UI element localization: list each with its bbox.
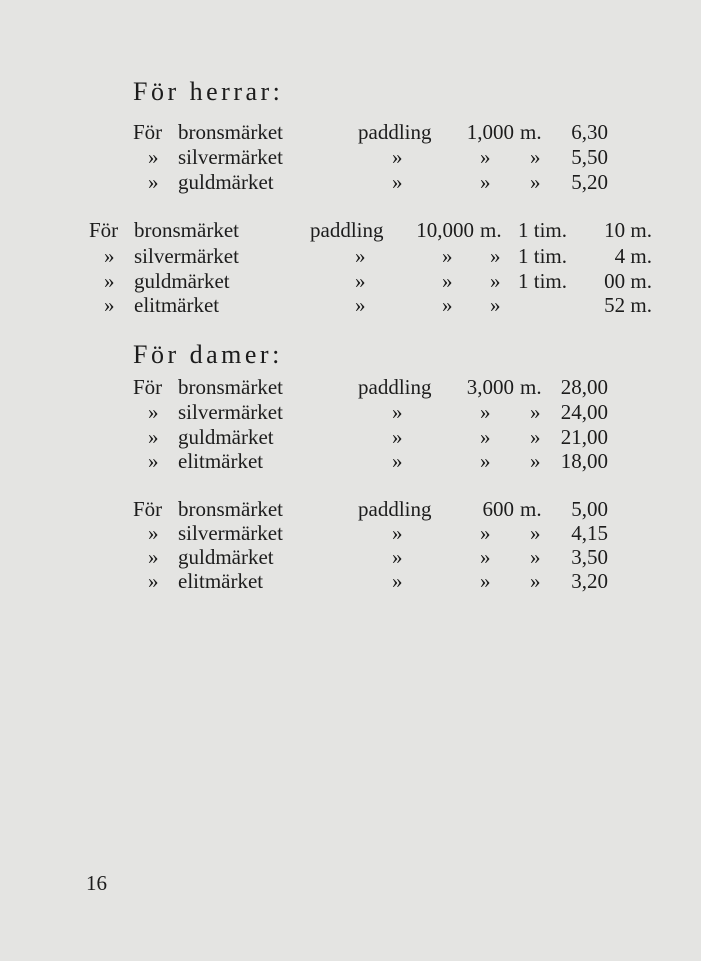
distance-unit: m. — [520, 120, 542, 144]
table-row — [0, 425, 701, 450]
row-prefix: » — [148, 545, 159, 569]
time-minutes: 10 m. — [604, 218, 652, 242]
table-row — [0, 497, 701, 522]
event-label: paddling — [358, 375, 432, 399]
badge-name: silvermärket — [134, 244, 239, 268]
ditto-mark: » — [480, 170, 491, 194]
result-value: 28,00 — [560, 375, 608, 399]
ditto-mark: » — [480, 545, 491, 569]
row-prefix: » — [104, 244, 115, 268]
ditto-mark: » — [480, 569, 491, 593]
badge-name: bronsmärket — [178, 497, 283, 521]
table-row — [0, 269, 701, 294]
badge-name: silvermärket — [178, 521, 283, 545]
ditto-mark: » — [442, 244, 453, 268]
row-prefix: » — [148, 569, 159, 593]
badge-name: elitmärket — [178, 569, 264, 593]
result-value: 6,30 — [571, 120, 608, 144]
event-label: paddling — [310, 218, 384, 242]
event-label: paddling — [358, 120, 432, 144]
distance-value: 600 — [482, 497, 514, 521]
ditto-mark: » — [355, 244, 366, 268]
result-value: 5,00 — [571, 497, 608, 521]
time-minutes: 00 m. — [604, 269, 652, 293]
distance-unit: m. — [520, 497, 542, 521]
ditto-mark: » — [392, 521, 403, 545]
ditto-mark: » — [480, 400, 491, 424]
row-prefix: » — [148, 425, 159, 449]
ditto-mark: » — [530, 170, 541, 194]
ditto-mark: » — [392, 545, 403, 569]
distance-unit: m. — [480, 218, 502, 242]
time-minutes: 4 m. — [614, 244, 652, 268]
row-prefix: För — [89, 218, 119, 242]
ditto-mark: » — [480, 145, 491, 169]
table-row — [0, 145, 701, 170]
row-prefix: För — [133, 497, 163, 521]
row-prefix: För — [133, 375, 163, 399]
row-prefix: » — [148, 145, 159, 169]
section-heading-herrar: För herrar: — [133, 77, 284, 106]
table-row — [0, 400, 701, 425]
ditto-mark: » — [530, 545, 541, 569]
row-prefix: » — [148, 400, 159, 424]
result-value: 5,50 — [571, 145, 608, 169]
ditto-mark: » — [392, 400, 403, 424]
row-prefix: För — [133, 120, 163, 144]
section-heading-damer: För damer: — [133, 340, 283, 369]
result-value: 5,20 — [571, 170, 608, 194]
distance-value: 1,000 — [466, 120, 514, 144]
distance-unit: m. — [520, 375, 542, 399]
ditto-mark: » — [355, 269, 366, 293]
ditto-mark: » — [392, 145, 403, 169]
table-row — [0, 170, 701, 195]
badge-name: bronsmärket — [178, 120, 283, 144]
event-label: paddling — [358, 497, 432, 521]
result-value: 4,15 — [571, 521, 608, 545]
table-row — [0, 218, 701, 243]
table-row — [0, 569, 701, 594]
badge-name: silvermärket — [178, 400, 283, 424]
ditto-mark: » — [442, 293, 453, 317]
ditto-mark: » — [480, 521, 491, 545]
badge-name: bronsmärket — [134, 218, 239, 242]
badge-name: silvermärket — [178, 145, 283, 169]
row-prefix: » — [104, 293, 115, 317]
distance-value: 3,000 — [466, 375, 514, 399]
badge-name: guldmärket — [178, 425, 274, 449]
badge-name: guldmärket — [178, 170, 274, 194]
result-value: 3,50 — [571, 545, 608, 569]
result-value: 18,00 — [560, 449, 608, 473]
badge-name: guldmärket — [178, 545, 274, 569]
ditto-mark: » — [355, 293, 366, 317]
ditto-mark: » — [442, 269, 453, 293]
ditto-mark: » — [530, 569, 541, 593]
table-row — [0, 375, 701, 400]
ditto-mark: » — [392, 425, 403, 449]
ditto-mark: » — [392, 170, 403, 194]
badge-name: elitmärket — [134, 293, 220, 317]
result-value: 24,00 — [560, 400, 608, 424]
row-prefix: » — [148, 449, 159, 473]
row-prefix: » — [148, 170, 159, 194]
ditto-mark: » — [530, 425, 541, 449]
ditto-mark: » — [530, 449, 541, 473]
time-hours: 1 tim. — [518, 269, 568, 293]
badge-name: guldmärket — [134, 269, 230, 293]
ditto-mark: » — [480, 449, 491, 473]
ditto-mark: » — [392, 449, 403, 473]
time-hours: 1 tim. — [518, 218, 568, 242]
table-row — [0, 244, 701, 269]
badge-name: bronsmärket — [178, 375, 283, 399]
ditto-mark: » — [490, 244, 501, 268]
table-row — [0, 545, 701, 570]
table-row — [0, 120, 701, 145]
distance-value: 10,000 — [416, 218, 474, 242]
page-number: 16 — [86, 871, 107, 895]
ditto-mark: » — [530, 400, 541, 424]
table-row — [0, 449, 701, 474]
result-value: 3,20 — [571, 569, 608, 593]
row-prefix: » — [148, 521, 159, 545]
ditto-mark: » — [490, 269, 501, 293]
row-prefix: » — [104, 269, 115, 293]
badge-name: elitmärket — [178, 449, 264, 473]
time-minutes: 52 m. — [604, 293, 652, 317]
time-hours: 1 tim. — [518, 244, 568, 268]
ditto-mark: » — [480, 425, 491, 449]
ditto-mark: » — [530, 145, 541, 169]
result-value: 21,00 — [560, 425, 608, 449]
ditto-mark: » — [490, 293, 501, 317]
ditto-mark: » — [392, 569, 403, 593]
ditto-mark: » — [530, 521, 541, 545]
table-row — [0, 293, 701, 318]
table-row — [0, 521, 701, 546]
